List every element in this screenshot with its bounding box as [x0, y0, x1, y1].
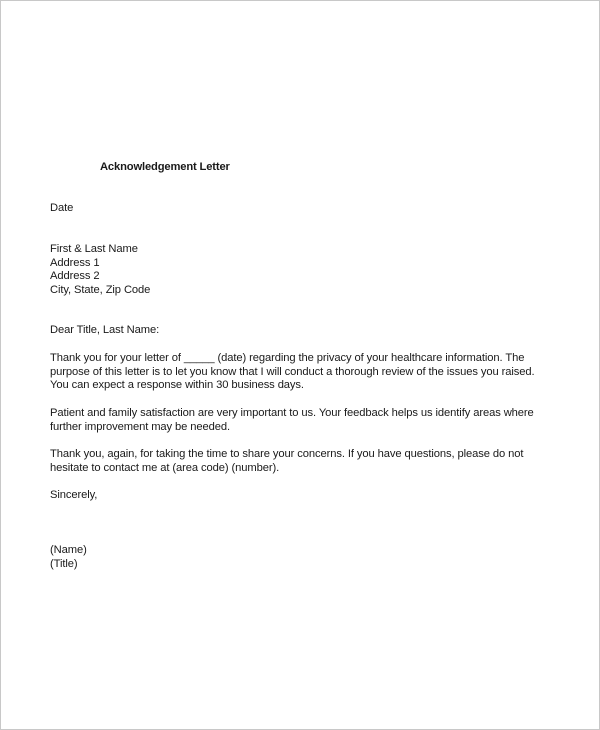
signature-name: (Name): [50, 544, 87, 556]
letter-date: Date: [50, 202, 74, 214]
signature-title: (Title): [50, 557, 78, 570]
address-line-1: Address 1: [50, 256, 100, 269]
letter-title: Acknowledgement Letter: [100, 161, 230, 173]
closing: Sincerely,: [50, 489, 98, 501]
address-city-state-zip: City, State, Zip Code: [50, 283, 151, 296]
body-paragraph-1: Thank you for your letter of _____ (date) regarding the privacy of your healthcare information. The purpose of this letter is to let you know that I will conduct a thorough review of the issues you raised. You can expect a response within 30 business days.: [50, 352, 535, 392]
recipient-name: First & Last Name: [50, 243, 138, 255]
body-paragraph-2: Patient and family satisfaction are very important to us. Your feedback helps us identify areas where further improvement may be needed.: [50, 407, 534, 433]
signature-block: [50, 544, 87, 571]
recipient-address: [50, 243, 150, 297]
salutation: Dear Title, Last Name:: [50, 324, 160, 336]
body-paragraph-3: Thank you, again, for taking the time to share your concerns. If you have questions, please do not hesitate to contact me at (area code) (number).: [50, 448, 524, 474]
address-line-2: Address 2: [50, 270, 100, 283]
